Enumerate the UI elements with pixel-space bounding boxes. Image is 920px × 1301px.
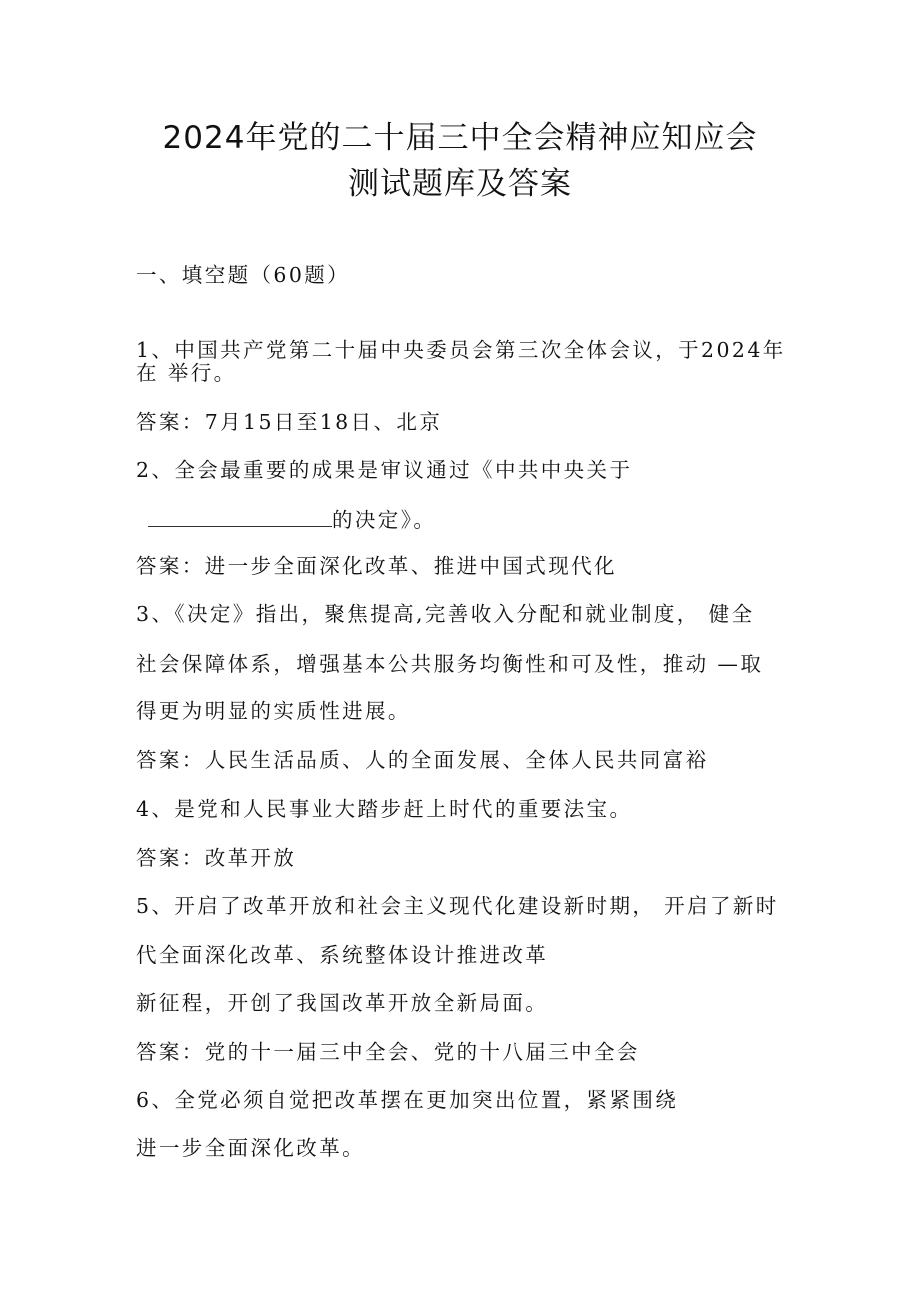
- fill-in-blank: [148, 510, 332, 527]
- question-3-line-3: 得更为明显的实质性进展。: [136, 699, 411, 723]
- question-4-answer: 答案：改革开放: [136, 846, 297, 870]
- question-5-line-3: 新征程，开创了我国改革开放全新局面。: [136, 991, 549, 1015]
- question-1-line-1: 1、中国共产党第二十届中央委员会第三次全体会议，于2024年: [136, 338, 786, 362]
- question-3-line-1: 3、《决定》指出，聚焦提高,完善收入分配和就业制度， 健全: [136, 602, 755, 626]
- question-4-line-1: 4、是党和人民事业大踏步赶上时代的重要法宝。: [136, 797, 633, 821]
- document-title-line-2: 测试题库及答案: [348, 166, 572, 202]
- question-5-line-1: 5、开启了改革开放和社会主义现代化建设新时期， 开启了新时: [136, 894, 779, 918]
- question-2-line-2: 的决定》。: [332, 508, 437, 532]
- question-2-line-1: 2、全会最重要的成果是审议通过《中共中央关于: [136, 458, 633, 482]
- question-1-line-2: 在 举行。: [136, 361, 237, 385]
- question-5-answer: 答案：党的十一届三中全会、党的十八届三中全会: [136, 1040, 640, 1064]
- question-5-line-2: 代全面深化改革、系统整体设计推进改革: [136, 943, 549, 967]
- section-heading: 一、填空题（60题）: [136, 263, 351, 287]
- document-title-line-1: 2024年党的二十届三中全会精神应知应会: [162, 120, 758, 156]
- question-1-answer: 答案：7月15日至18日、北京: [136, 410, 443, 434]
- question-2-answer: 答案：进一步全面深化改革、推进中国式现代化: [136, 554, 617, 578]
- question-2-line-2-wrap: [148, 503, 436, 533]
- question-6-line-2: 进一步全面深化改革。: [136, 1136, 365, 1160]
- question-3-line-2: 社会保障体系，增强基本公共服务均衡性和可及性，推动 —取: [136, 652, 764, 676]
- question-6-line-1: 6、全党必须自觉把改革摆在更加突出位置，紧紧围绕: [136, 1088, 679, 1112]
- question-3-answer: 答案：人民生活品质、人的全面发展、全体人民共同富裕: [136, 748, 709, 772]
